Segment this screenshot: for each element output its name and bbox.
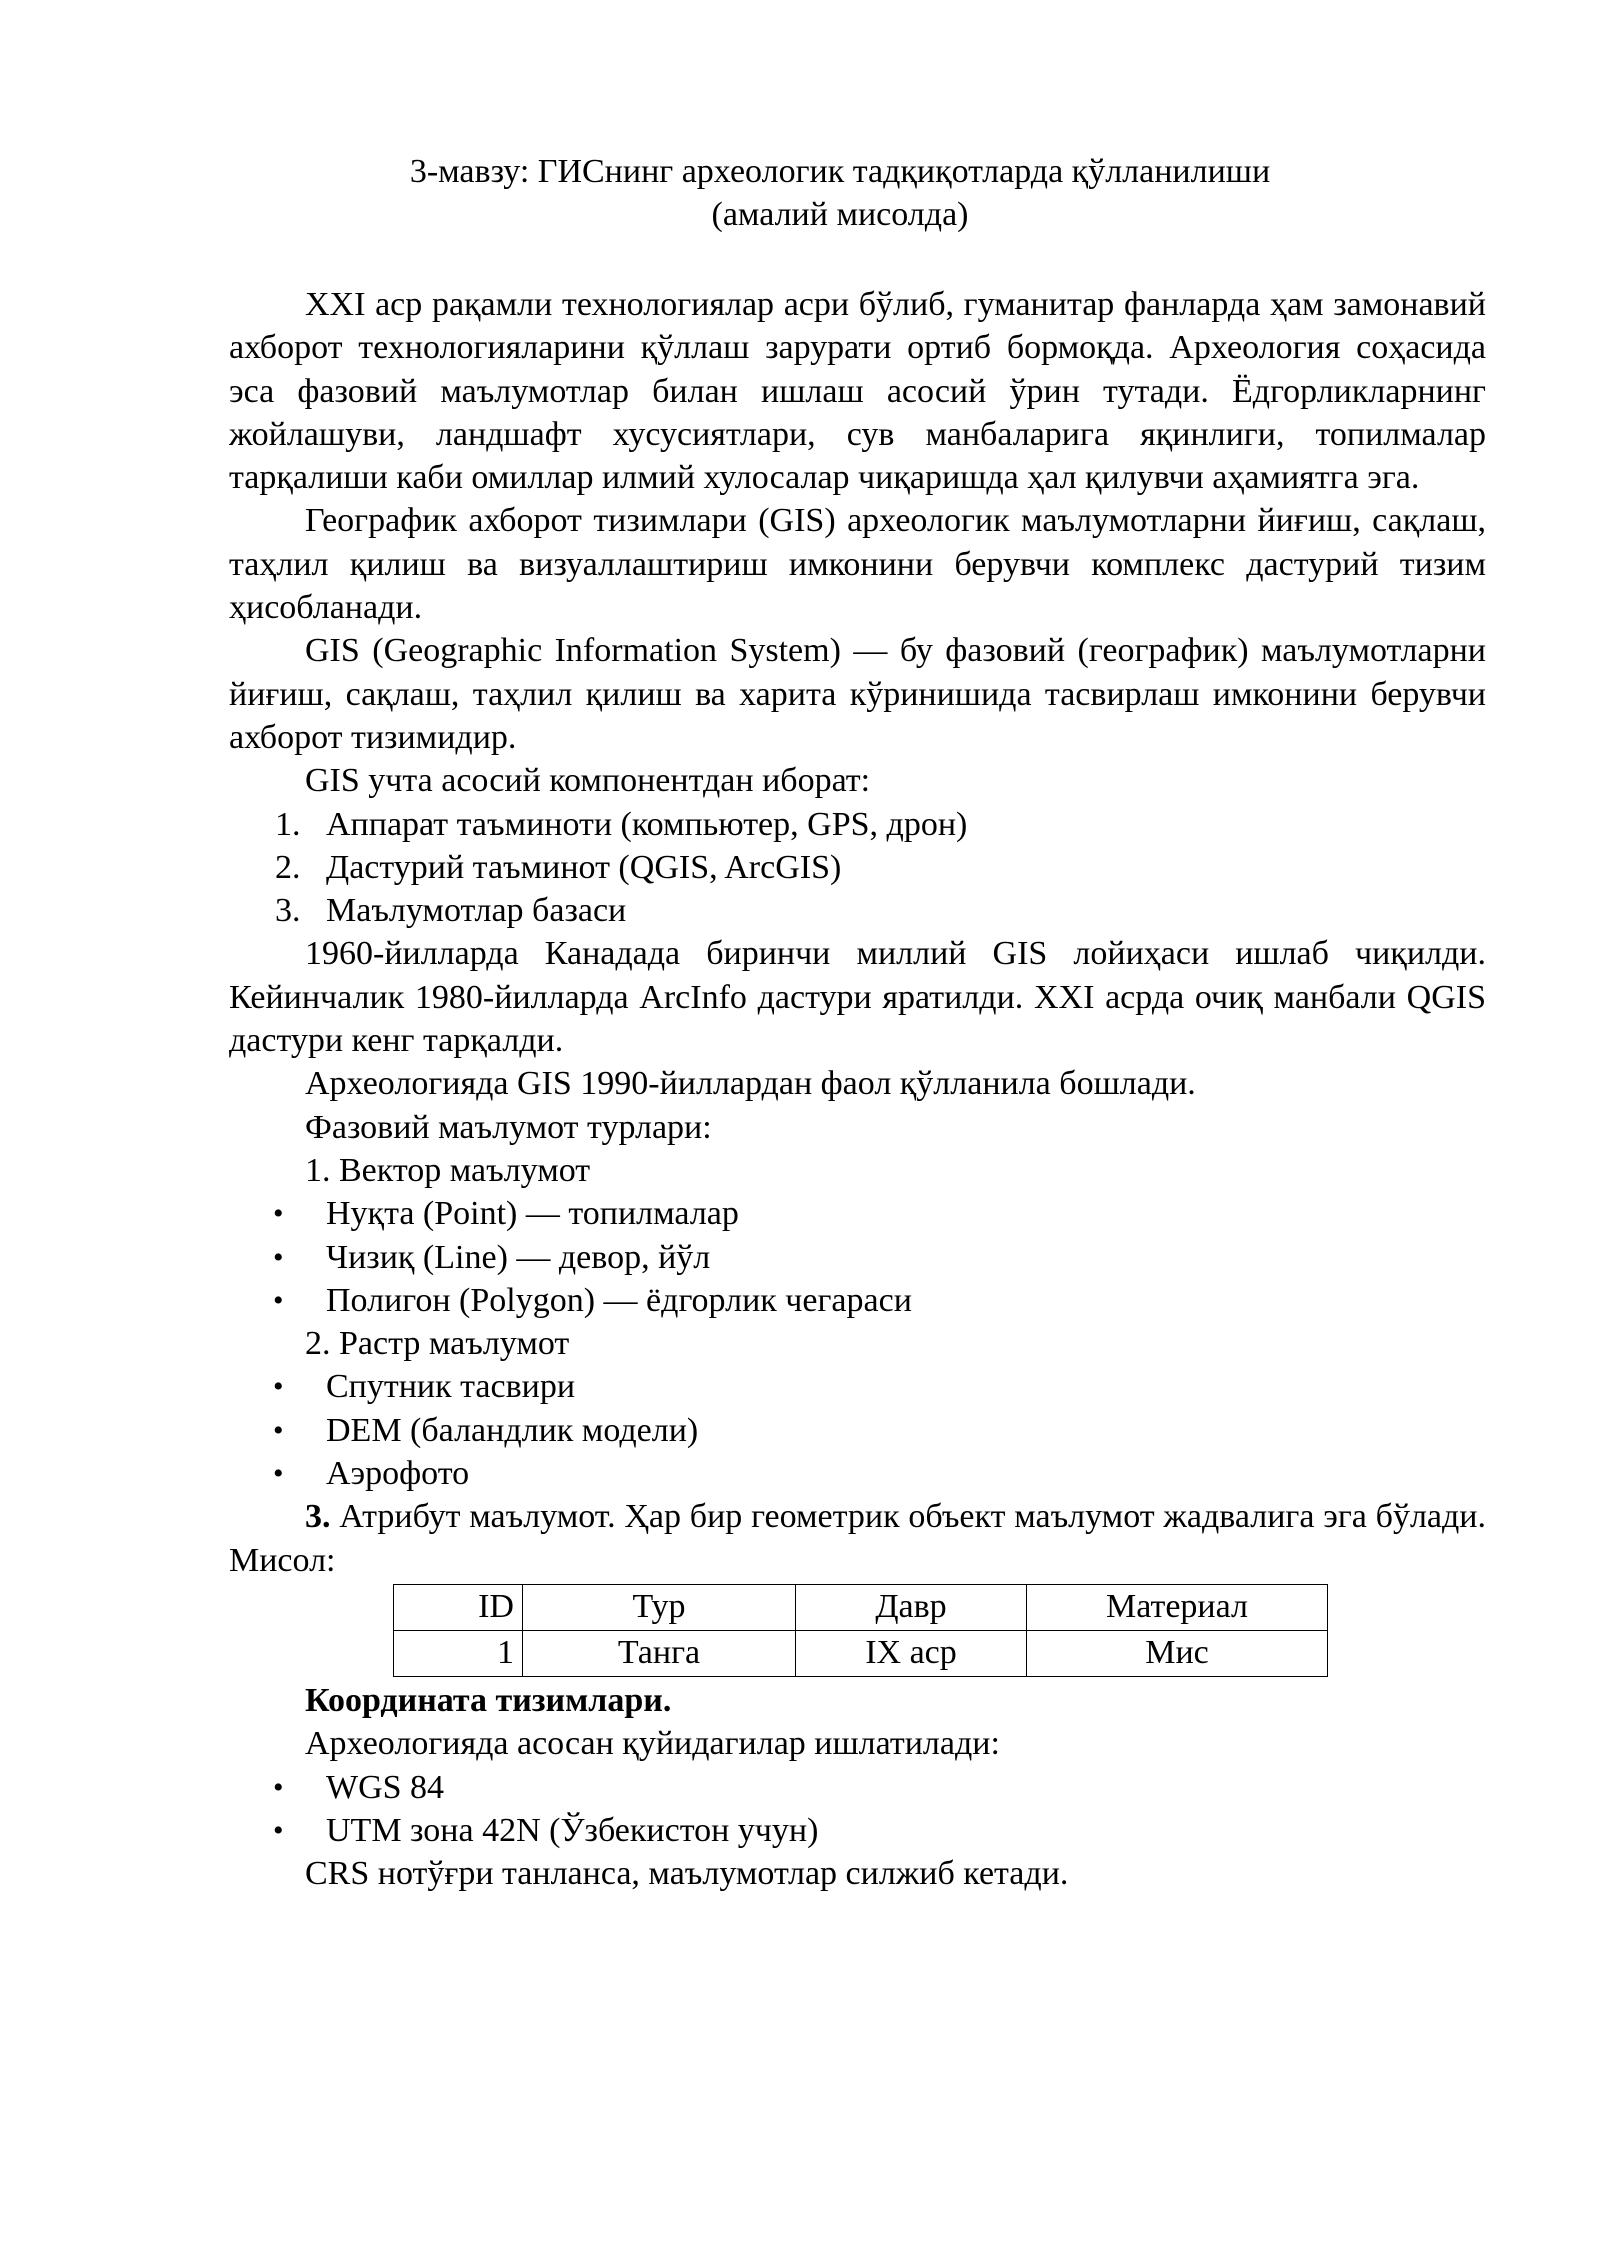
paragraph-components-intro: GIS учта асосий компонентдан иборат: xyxy=(305,762,871,800)
paragraph-gis-full-name: GIS (Geographic Information System) — бу фазовий (географик) маълумотларни йиғиш, сақлаш, таҳлил қилиш ва харита кўринишида тасвирлаш имконини берувчи ахборот тизимидир. xyxy=(229,632,1486,756)
list-item xyxy=(229,1409,1486,1452)
coordinate-heading xyxy=(229,1679,1486,1722)
table-header-cell: Тур xyxy=(523,1584,796,1630)
list-item xyxy=(229,1452,1486,1495)
paragraph-history: 1960-йилларда Канадада биринчи миллий GIS лойиҳаси ишлаб чиқилди. Кейинчалик 1980-йилларда ArcInfo дастури яратилди. XXI асрда очиқ манбали QGIS дастури кенг тарқалди. xyxy=(229,935,1486,1060)
table-cell: IX аср xyxy=(796,1630,1027,1676)
title-line-1: 3-мавзу: ГИСнинг археологик тадқиқотларда қўлланилиши xyxy=(409,153,1271,190)
coordinate-heading-text: Координата тизимлари. xyxy=(305,1681,672,1719)
raster-heading: 2. Растр маълумот xyxy=(305,1325,570,1363)
list-item-text: DEM (баландлик модели) xyxy=(326,1411,699,1449)
list-item-text: Маълумотлар базаси xyxy=(326,892,627,930)
list-item xyxy=(229,1809,1486,1852)
table-cell: Мис xyxy=(1027,1630,1328,1676)
table-header-row xyxy=(394,1584,1328,1630)
bullet-icon: • xyxy=(273,1240,284,1274)
document-body xyxy=(229,283,1486,1895)
table-header-cell: Давр xyxy=(796,1584,1027,1630)
list-item-text: WGS 84 xyxy=(326,1768,445,1806)
paragraph-coordinate-intro: Археологияда асосан қуйидагилар ишлатилади: xyxy=(305,1725,1000,1763)
page-title xyxy=(0,150,1600,237)
list-item xyxy=(229,1236,1486,1279)
paragraph-crs-warning: CRS нотўғри танланса, маълумотлар силжиб кетади. xyxy=(305,1855,1069,1893)
bullet-icon: • xyxy=(273,1813,284,1847)
list-number: 3. xyxy=(275,892,301,930)
list-item-text: Аэрофото xyxy=(326,1455,470,1493)
list-item xyxy=(229,803,1486,846)
vector-heading: 1. Вектор маълумот xyxy=(305,1151,591,1189)
components-list xyxy=(229,803,1486,933)
table-row xyxy=(394,1630,1328,1676)
list-number: 1. xyxy=(275,805,301,843)
list-item xyxy=(229,1192,1486,1235)
list-item-text: UTM зона 42N (Ўзбекистон учун) xyxy=(326,1811,819,1849)
table-cell: Танга xyxy=(523,1630,796,1676)
paragraph-data-types: Фазовий маълумот турлари: xyxy=(305,1108,712,1146)
attribute-text: Атрибут маълумот. Ҳар бир геометрик объект маълумот жадвалига эга бўлади. Мисол: xyxy=(229,1498,1486,1579)
list-item xyxy=(229,889,1486,932)
paragraph-intro: XXI аср рақамли технологиялар асри бўлиб, гуманитар фанларда ҳам замонавий ахборот технологияларини қўллаш зарурати ортиб бормоқда. Археология соҳасида эса фазовий маълумотлар билан ишлаш асосий ўрин тутади. Ёдгорликларнинг жойлашуви, ландшафт хусусиятлари, сув манбаларига яқинлиги, топилмалар тарқалиши каби омиллар илмий хулосалар чиқаришда ҳал қилувчи аҳамиятга эга. xyxy=(229,286,1486,497)
bullet-icon: • xyxy=(273,1197,284,1231)
bullet-icon: • xyxy=(273,1370,284,1404)
paragraph-archaeology-use: Археологияда GIS 1990-йиллардан фаол қўлланила бошлади. xyxy=(305,1065,1196,1103)
bullet-icon: • xyxy=(273,1283,284,1317)
vector-list xyxy=(229,1192,1486,1322)
bullet-icon: • xyxy=(273,1770,284,1804)
list-item-text: Дастурий таъминот (QGIS, ArcGIS) xyxy=(326,848,842,886)
list-item-text: Спутник тасвири xyxy=(326,1368,576,1406)
coordinate-list xyxy=(229,1766,1486,1853)
bullet-icon: • xyxy=(273,1457,284,1491)
paragraph-attribute xyxy=(229,1495,1486,1582)
list-item-text: Нуқта (Point) — топилмалар xyxy=(326,1195,739,1233)
list-number: 2. xyxy=(275,848,301,886)
bullet-icon: • xyxy=(273,1413,284,1447)
list-item-text: Полигон (Polygon) — ёдгорлик чегараси xyxy=(326,1281,912,1319)
list-item-text: Чизиқ (Line) — девор, йўл xyxy=(326,1238,711,1276)
list-item xyxy=(229,1766,1486,1809)
list-item-text: Аппарат таъминоти (компьютер, GPS, дрон) xyxy=(326,805,968,843)
title-line-2: (амалий мисолда) xyxy=(711,196,969,234)
table-cell: 1 xyxy=(394,1630,523,1676)
table-header-cell: ID xyxy=(394,1584,523,1630)
list-item xyxy=(229,846,1486,889)
paragraph-gis-definition: Географик ахборот тизимлари (GIS) археологик маълумотларни йиғиш, сақлаш, таҳлил қилиш ва визуаллаштириш имконини берувчи комплекс дастурий тизим ҳисобланади. xyxy=(229,502,1486,627)
table-header-cell: Материал xyxy=(1027,1584,1328,1630)
attribute-number: 3. xyxy=(305,1498,331,1536)
attribute-table xyxy=(393,1584,1328,1677)
raster-list xyxy=(229,1365,1486,1495)
list-item xyxy=(229,1279,1486,1322)
list-item xyxy=(229,1365,1486,1408)
